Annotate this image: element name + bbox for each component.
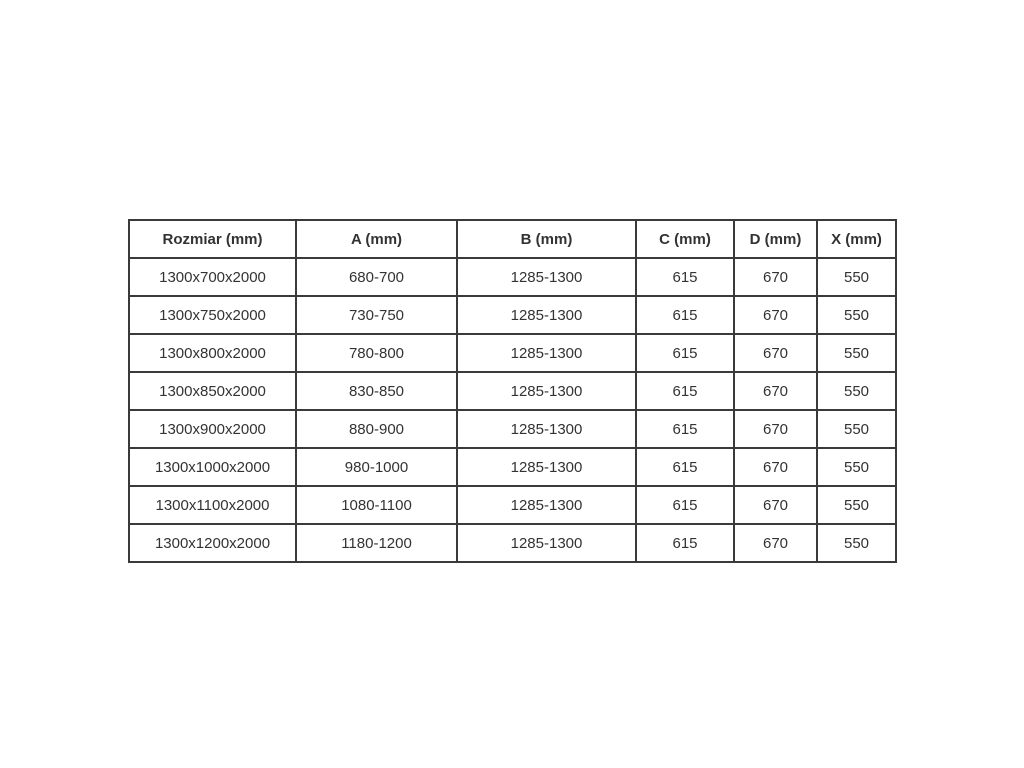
header-cell: X (mm)	[817, 220, 896, 258]
table-cell: 670	[734, 258, 817, 296]
table-cell: 615	[636, 524, 734, 562]
header-cell: Rozmiar (mm)	[129, 220, 296, 258]
table-cell: 880-900	[296, 410, 457, 448]
header-cell: A (mm)	[296, 220, 457, 258]
table-cell: 615	[636, 372, 734, 410]
table-cell: 550	[817, 486, 896, 524]
table-cell: 1285-1300	[457, 410, 636, 448]
table-cell: 1180-1200	[296, 524, 457, 562]
table-cell: 550	[817, 334, 896, 372]
table-cell: 670	[734, 372, 817, 410]
table-cell: 1300x750x2000	[129, 296, 296, 334]
table-cell: 1285-1300	[457, 334, 636, 372]
table-header-row	[129, 220, 896, 258]
table-row	[129, 486, 896, 524]
table-cell: 730-750	[296, 296, 457, 334]
table-cell: 550	[817, 372, 896, 410]
table-cell: 550	[817, 296, 896, 334]
table-cell: 680-700	[296, 258, 457, 296]
table-cell: 1300x1200x2000	[129, 524, 296, 562]
table-cell: 780-800	[296, 334, 457, 372]
header-cell: C (mm)	[636, 220, 734, 258]
table-cell: 1300x1000x2000	[129, 448, 296, 486]
table-cell: 1285-1300	[457, 524, 636, 562]
header-cell: B (mm)	[457, 220, 636, 258]
table-cell: 550	[817, 448, 896, 486]
table-cell: 670	[734, 524, 817, 562]
table-cell: 615	[636, 334, 734, 372]
table-cell: 670	[734, 486, 817, 524]
table-cell: 1300x700x2000	[129, 258, 296, 296]
table-cell: 550	[817, 258, 896, 296]
table-head	[129, 220, 896, 258]
table-cell: 1300x800x2000	[129, 334, 296, 372]
table-cell: 1285-1300	[457, 258, 636, 296]
table-cell: 615	[636, 258, 734, 296]
table-cell: 615	[636, 486, 734, 524]
table-cell: 1080-1100	[296, 486, 457, 524]
table-cell: 670	[734, 448, 817, 486]
table-cell: 615	[636, 448, 734, 486]
table-row	[129, 448, 896, 486]
header-cell: D (mm)	[734, 220, 817, 258]
table-cell: 1300x850x2000	[129, 372, 296, 410]
table-row	[129, 334, 896, 372]
table-cell: 670	[734, 296, 817, 334]
table-body	[129, 258, 896, 562]
dimensions-table	[128, 219, 897, 563]
table-cell: 1285-1300	[457, 486, 636, 524]
table-row	[129, 410, 896, 448]
table-cell: 1300x1100x2000	[129, 486, 296, 524]
table-cell: 615	[636, 296, 734, 334]
table-cell: 615	[636, 410, 734, 448]
table-cell: 980-1000	[296, 448, 457, 486]
table-cell: 1285-1300	[457, 296, 636, 334]
table-cell: 830-850	[296, 372, 457, 410]
table-cell: 1285-1300	[457, 372, 636, 410]
table-cell: 1285-1300	[457, 448, 636, 486]
table-row	[129, 372, 896, 410]
table-row	[129, 524, 896, 562]
table-cell: 550	[817, 524, 896, 562]
table-cell: 550	[817, 410, 896, 448]
table-cell: 1300x900x2000	[129, 410, 296, 448]
table-row	[129, 296, 896, 334]
table-cell: 670	[734, 410, 817, 448]
table-row	[129, 258, 896, 296]
table-cell: 670	[734, 334, 817, 372]
